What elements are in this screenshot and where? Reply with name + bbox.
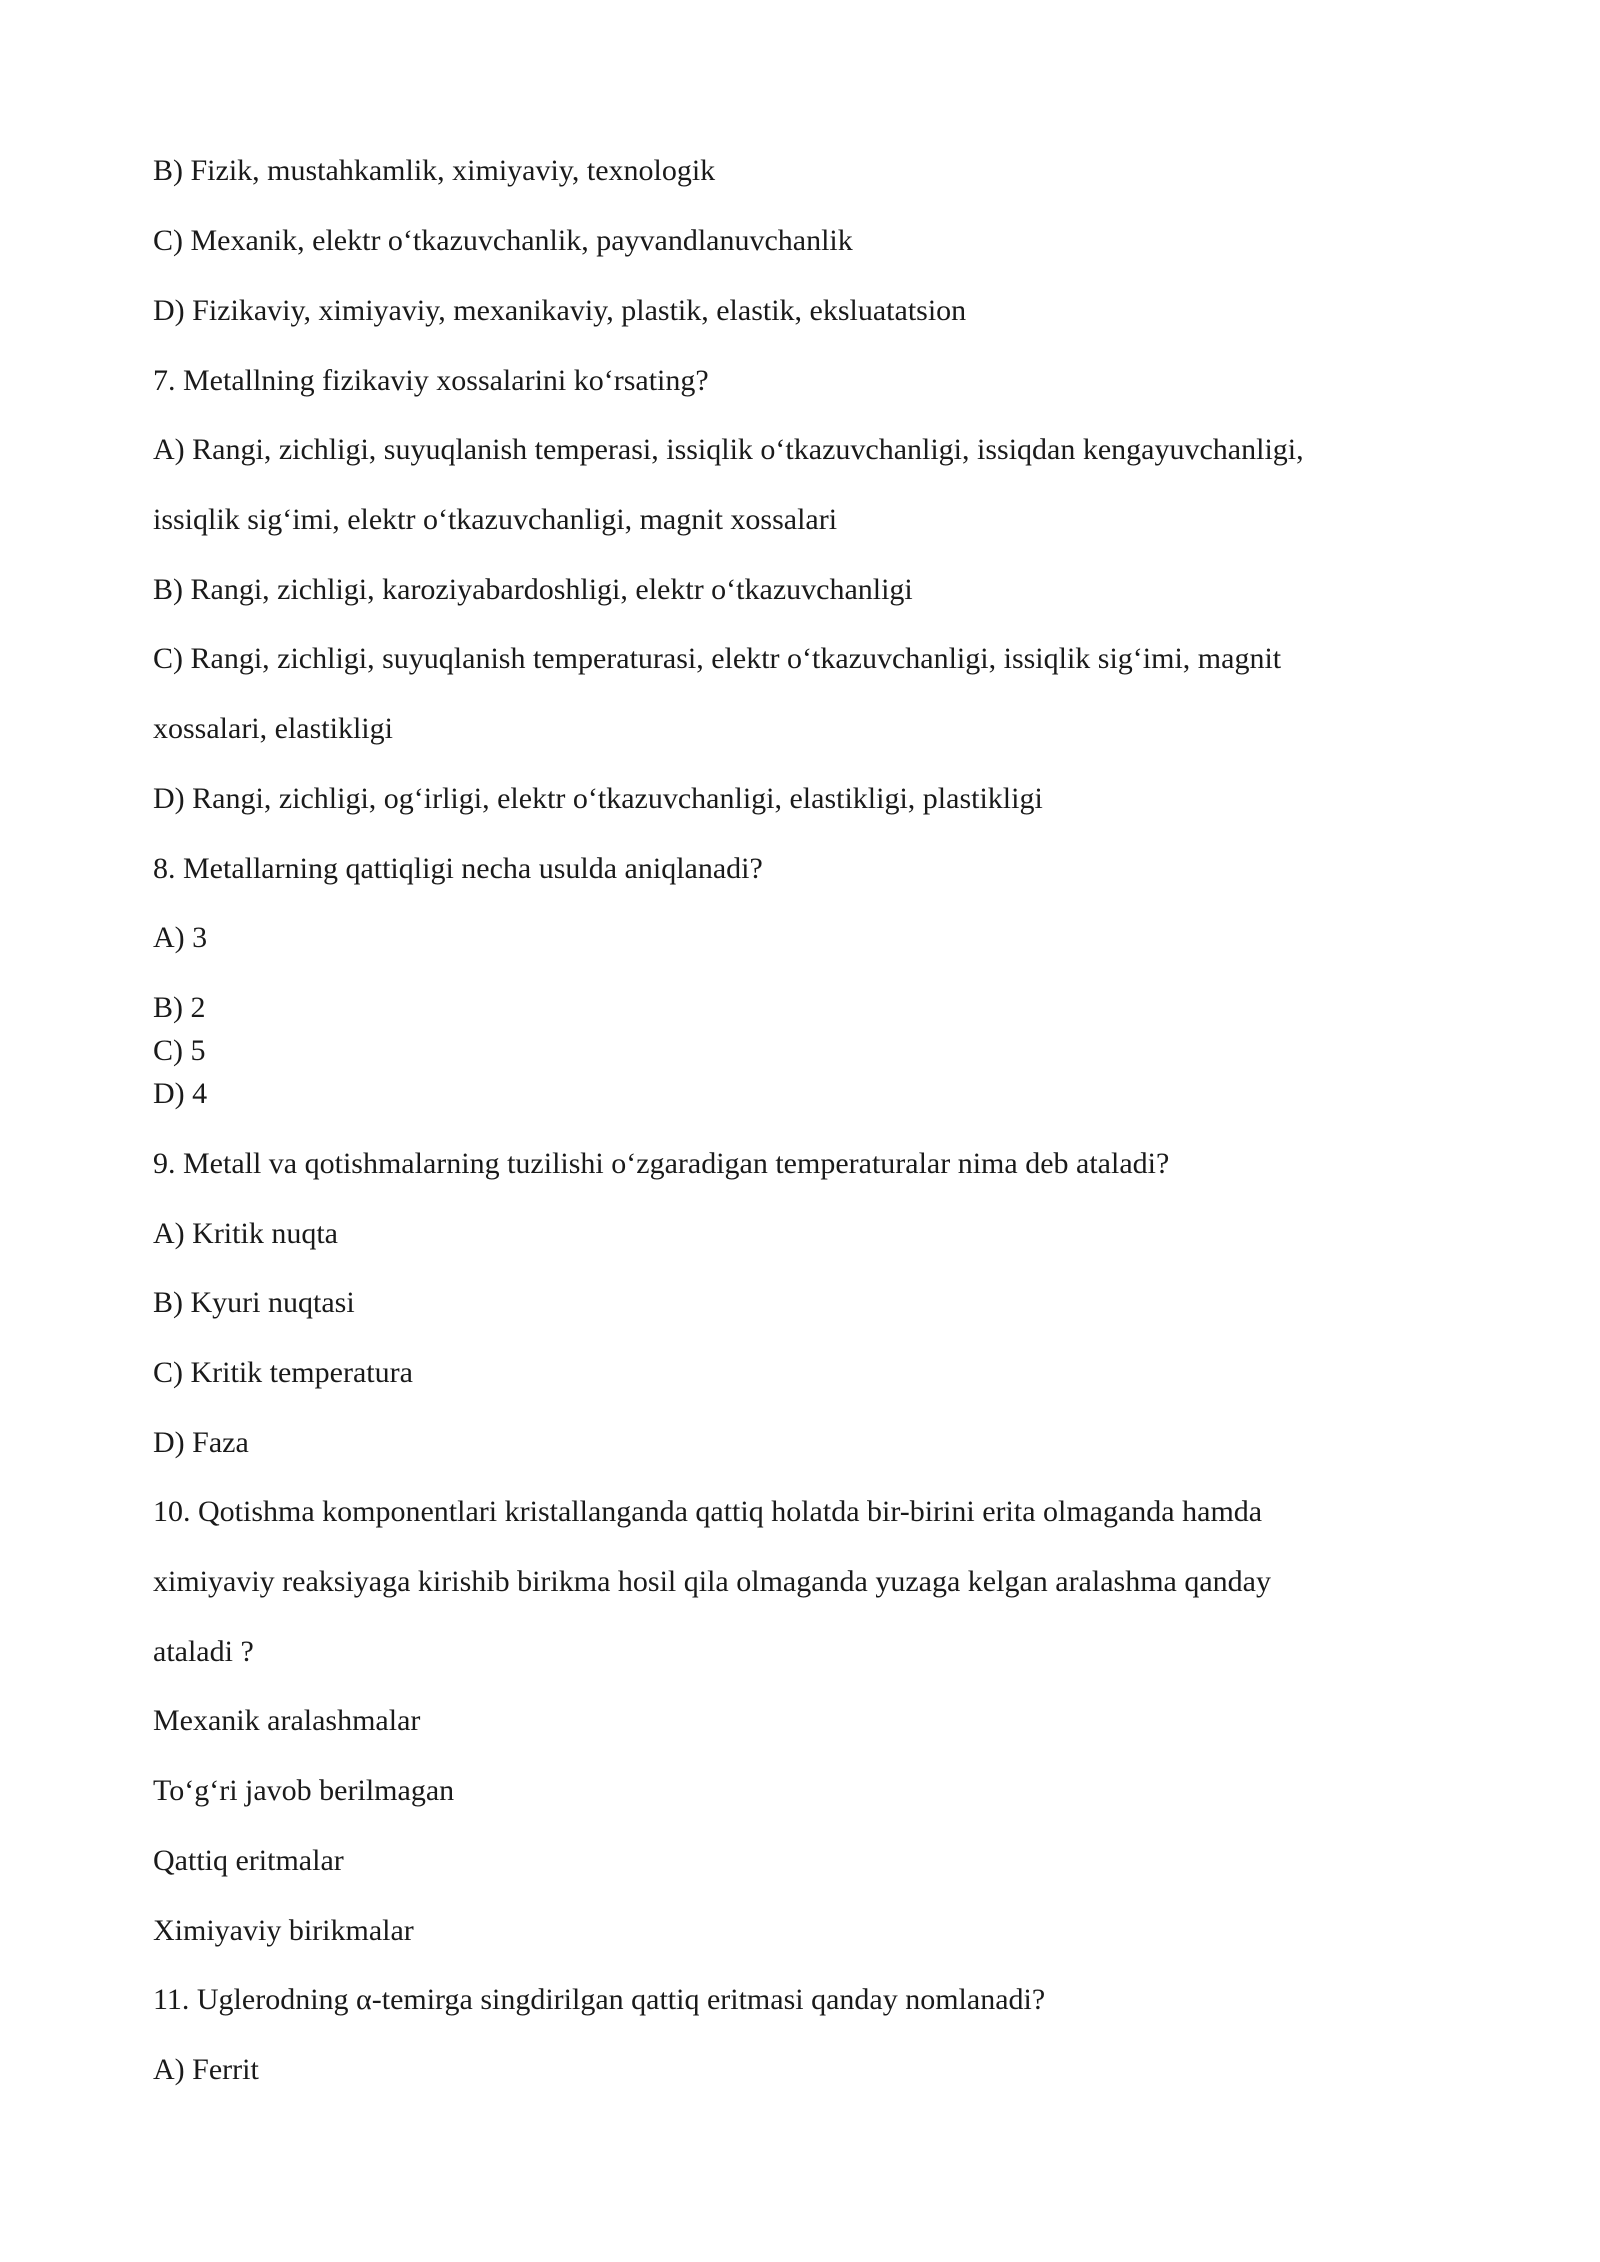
option-a-q7-line2: issiqlik sig‘imi, elektr o‘tkazuvchanligi, magnit xossalari	[153, 503, 838, 536]
option-b-q7: B) Rangi, zichligi, karoziyabardoshligi, elektr o‘tkazuvchanligi	[153, 573, 913, 606]
option-b-q8: B) 2	[153, 991, 206, 1024]
option-b-q6: B) Fizik, mustahkamlik, ximiyaviy, texnologik	[153, 154, 716, 187]
question-10-line2: ximiyaviy reaksiyaga kirishib birikma hosil qila olmaganda yuzaga kelgan aralashma qanday	[153, 1565, 1271, 1598]
option-b-q9: B) Kyuri nuqtasi	[153, 1286, 355, 1319]
option-2-q10: To‘g‘ri javob berilmagan	[153, 1774, 455, 1807]
option-a-q9: A) Kritik nuqta	[153, 1217, 338, 1250]
option-c-q9: C) Kritik temperatura	[153, 1356, 413, 1389]
option-3-q10: Qattiq eritmalar	[153, 1844, 344, 1877]
option-d-q8: D) 4	[153, 1077, 208, 1110]
option-c-q7-line2: xossalari, elastikligi	[153, 712, 393, 745]
option-1-q10: Mexanik aralashmalar	[153, 1704, 421, 1737]
option-c-q7-line1: C) Rangi, zichligi, suyuqlanish temperaturasi, elektr o‘tkazuvchanligi, issiqlik sig‘imi, magnit	[153, 642, 1282, 675]
question-8: 8. Metallarning qattiqligi necha usulda aniqlanadi?	[153, 852, 763, 885]
option-a-q11: A) Ferrit	[153, 2053, 259, 2086]
question-10-line1: 10. Qotishma komponentlari kristallanganda qattiq holatda bir-birini erita olmaganda hamda	[153, 1495, 1263, 1528]
option-d-q9: D) Faza	[153, 1426, 249, 1459]
question-7: 7. Metallning fizikaviy xossalarini ko‘rsating?	[153, 364, 709, 397]
option-d-q7: D) Rangi, zichligi, og‘irligi, elektr o‘tkazuvchanligi, elastikligi, plastikligi	[153, 782, 1043, 815]
option-a-q8: A) 3	[153, 921, 208, 954]
option-4-q10: Ximiyaviy birikmalar	[153, 1914, 414, 1947]
question-10-line3: ataladi ?	[153, 1635, 254, 1668]
question-9: 9. Metall va qotishmalarning tuzilishi o‘zgaradigan temperaturalar nima deb ataladi?	[153, 1147, 1170, 1180]
question-11: 11. Uglerodning α-temirga singdirilgan qattiq eritmasi qanday nomlanadi?	[153, 1983, 1046, 2016]
option-c-q8: C) 5	[153, 1034, 206, 1067]
option-d-q6: D) Fizikaviy, ximiyaviy, mexanikaviy, plastik, elastik, eksluatatsion	[153, 294, 967, 327]
option-a-q7-line1: A) Rangi, zichligi, suyuqlanish temperasi, issiqlik o‘tkazuvchanligi, issiqdan kengayuvchanligi,	[153, 433, 1304, 466]
option-c-q6: C) Mexanik, elektr o‘tkazuvchanlik, payvandlanuvchanlik	[153, 224, 853, 257]
